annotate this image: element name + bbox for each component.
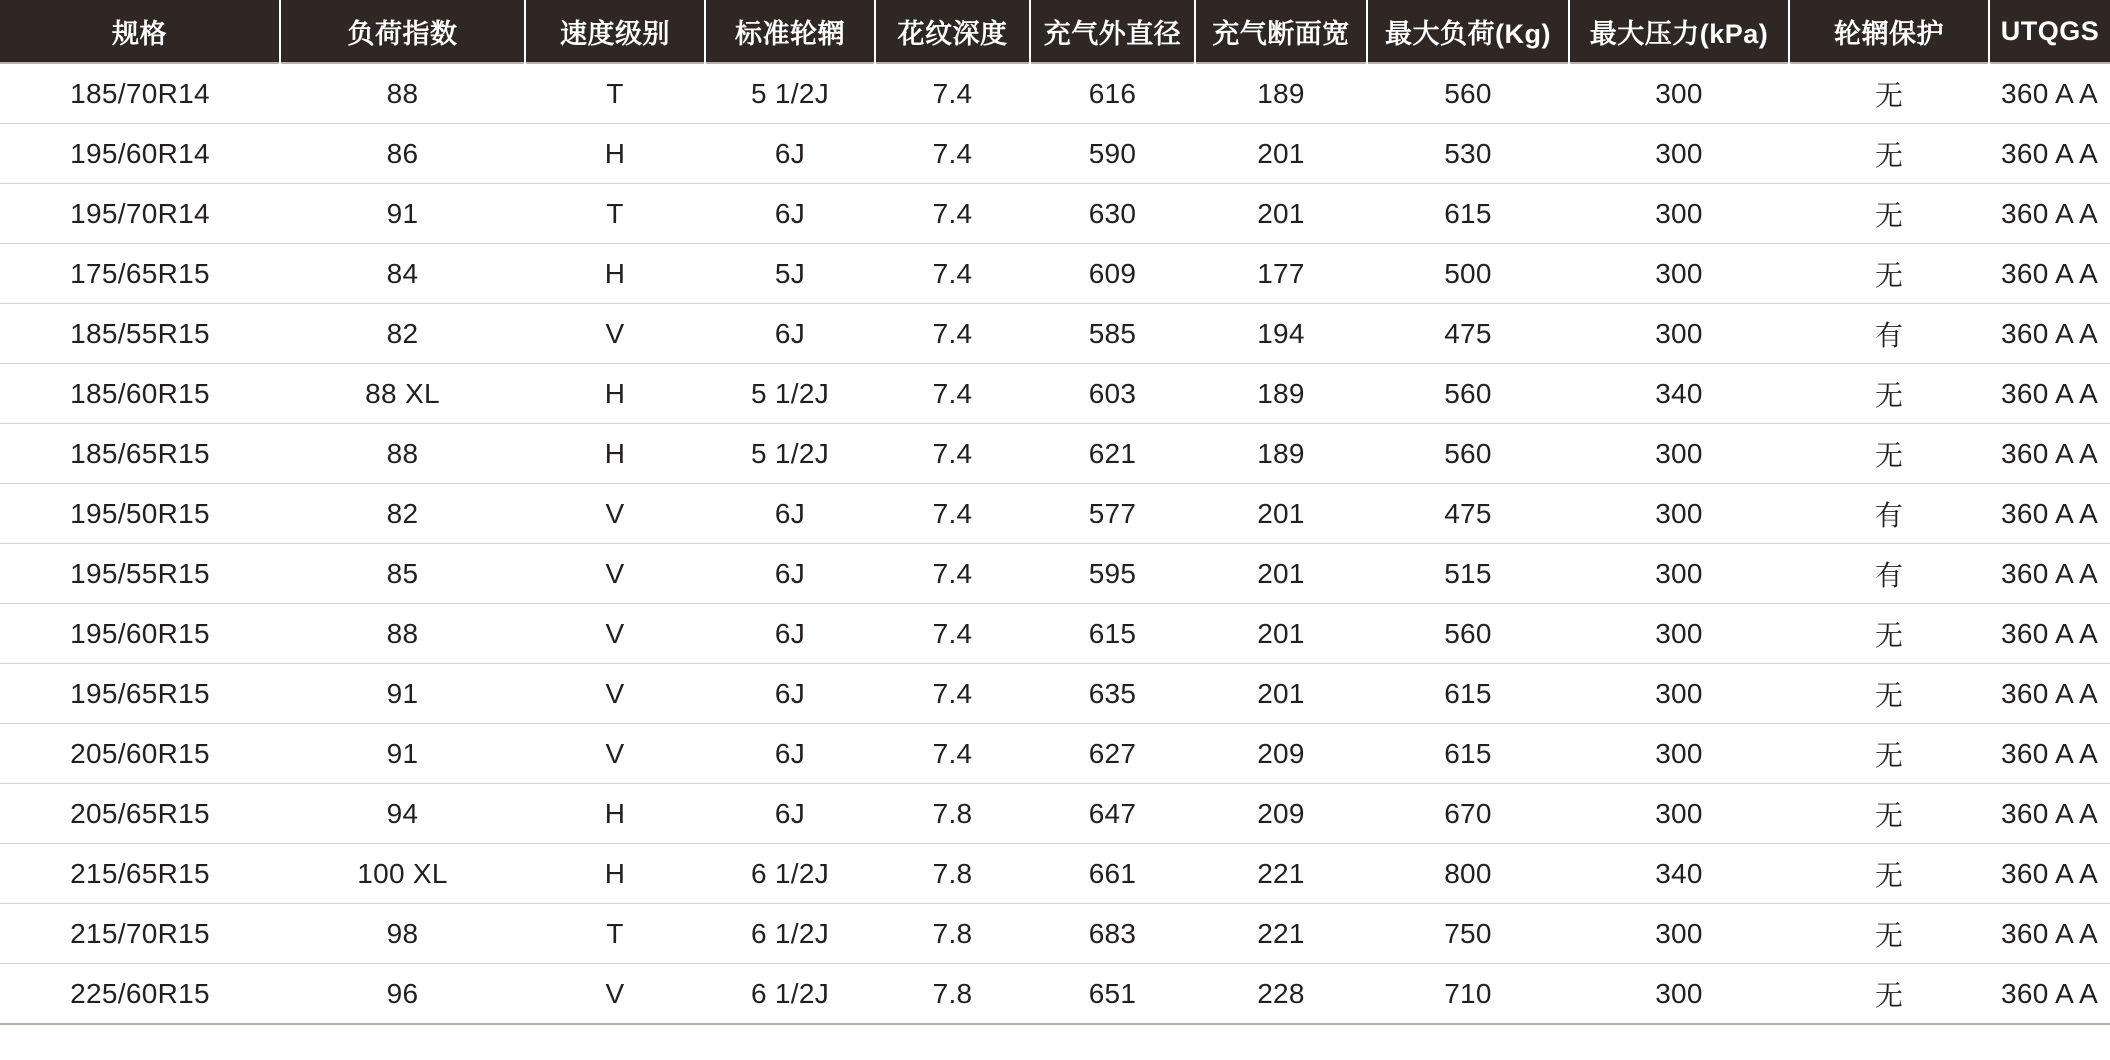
cell-rim-protector: 无	[1789, 63, 1989, 124]
cell-rim-protector: 无	[1789, 364, 1989, 424]
cell-utqgs: 360 A A	[1989, 184, 2110, 244]
cell-speed-rating: H	[525, 424, 705, 484]
cell-inflated-section-width: 201	[1195, 184, 1367, 244]
cell-speed-rating: H	[525, 124, 705, 184]
cell-tread-depth: 7.4	[875, 124, 1030, 184]
cell-utqgs: 360 A A	[1989, 664, 2110, 724]
cell-utqgs: 360 A A	[1989, 244, 2110, 304]
cell-tread-depth: 7.4	[875, 424, 1030, 484]
cell-inflated-section-width: 201	[1195, 544, 1367, 604]
cell-load-index: 84	[280, 244, 525, 304]
cell-load-index: 100 XL	[280, 844, 525, 904]
cell-inflated-diameter: 609	[1030, 244, 1195, 304]
cell-tread-depth: 7.4	[875, 604, 1030, 664]
cell-max-pressure: 300	[1569, 304, 1789, 364]
cell-rim-protector: 无	[1789, 724, 1989, 784]
cell-speed-rating: H	[525, 364, 705, 424]
cell-speed-rating: V	[525, 724, 705, 784]
cell-standard-rim: 5J	[705, 244, 875, 304]
cell-size: 185/65R15	[0, 424, 280, 484]
cell-size: 195/60R15	[0, 604, 280, 664]
table-row	[0, 544, 2110, 604]
cell-size: 175/65R15	[0, 244, 280, 304]
cell-rim-protector: 无	[1789, 844, 1989, 904]
cell-max-load: 615	[1367, 724, 1569, 784]
cell-max-pressure: 300	[1569, 964, 1789, 1025]
cell-max-pressure: 300	[1569, 484, 1789, 544]
cell-standard-rim: 6 1/2J	[705, 904, 875, 964]
cell-size: 195/65R15	[0, 664, 280, 724]
cell-speed-rating: H	[525, 784, 705, 844]
column-header-speed-rating: 速度级别	[525, 0, 705, 63]
cell-max-pressure: 300	[1569, 63, 1789, 124]
cell-inflated-diameter: 627	[1030, 724, 1195, 784]
table-row	[0, 484, 2110, 544]
cell-size: 225/60R15	[0, 964, 280, 1025]
cell-max-pressure: 300	[1569, 784, 1789, 844]
table-body	[0, 63, 2110, 1024]
cell-tread-depth: 7.8	[875, 964, 1030, 1025]
cell-load-index: 91	[280, 184, 525, 244]
cell-utqgs: 360 A A	[1989, 544, 2110, 604]
cell-inflated-diameter: 590	[1030, 124, 1195, 184]
cell-rim-protector: 无	[1789, 244, 1989, 304]
cell-inflated-section-width: 209	[1195, 784, 1367, 844]
cell-inflated-diameter: 577	[1030, 484, 1195, 544]
cell-standard-rim: 5 1/2J	[705, 364, 875, 424]
cell-inflated-diameter: 603	[1030, 364, 1195, 424]
cell-max-pressure: 300	[1569, 664, 1789, 724]
cell-max-load: 560	[1367, 424, 1569, 484]
cell-standard-rim: 6J	[705, 304, 875, 364]
cell-standard-rim: 6J	[705, 484, 875, 544]
cell-inflated-section-width: 201	[1195, 664, 1367, 724]
cell-max-load: 750	[1367, 904, 1569, 964]
cell-utqgs: 360 A A	[1989, 124, 2110, 184]
cell-load-index: 98	[280, 904, 525, 964]
table-row	[0, 724, 2110, 784]
cell-size: 215/70R15	[0, 904, 280, 964]
column-header-max-pressure: 最大压力(kPa)	[1569, 0, 1789, 63]
cell-load-index: 82	[280, 484, 525, 544]
cell-standard-rim: 6J	[705, 544, 875, 604]
cell-inflated-diameter: 647	[1030, 784, 1195, 844]
cell-rim-protector: 无	[1789, 124, 1989, 184]
table-row	[0, 604, 2110, 664]
cell-inflated-section-width: 221	[1195, 904, 1367, 964]
cell-utqgs: 360 A A	[1989, 724, 2110, 784]
cell-speed-rating: V	[525, 964, 705, 1025]
cell-size: 195/50R15	[0, 484, 280, 544]
cell-size: 185/70R14	[0, 63, 280, 124]
cell-max-pressure: 340	[1569, 844, 1789, 904]
column-header-standard-rim: 标准轮辋	[705, 0, 875, 63]
cell-utqgs: 360 A A	[1989, 604, 2110, 664]
cell-max-load: 475	[1367, 484, 1569, 544]
cell-inflated-section-width: 189	[1195, 364, 1367, 424]
cell-max-load: 670	[1367, 784, 1569, 844]
table-row	[0, 904, 2110, 964]
cell-standard-rim: 6J	[705, 604, 875, 664]
cell-standard-rim: 6J	[705, 124, 875, 184]
cell-rim-protector: 有	[1789, 484, 1989, 544]
table-row	[0, 784, 2110, 844]
cell-utqgs: 360 A A	[1989, 63, 2110, 124]
cell-tread-depth: 7.4	[875, 364, 1030, 424]
cell-max-load: 560	[1367, 604, 1569, 664]
cell-standard-rim: 5 1/2J	[705, 424, 875, 484]
table-row	[0, 424, 2110, 484]
cell-rim-protector: 无	[1789, 904, 1989, 964]
cell-inflated-section-width: 209	[1195, 724, 1367, 784]
cell-size: 215/65R15	[0, 844, 280, 904]
column-header-inflated-diameter: 充气外直径	[1030, 0, 1195, 63]
cell-tread-depth: 7.8	[875, 904, 1030, 964]
table-row	[0, 244, 2110, 304]
cell-tread-depth: 7.4	[875, 544, 1030, 604]
table-row	[0, 184, 2110, 244]
cell-standard-rim: 6J	[705, 664, 875, 724]
cell-tread-depth: 7.8	[875, 784, 1030, 844]
cell-max-load: 530	[1367, 124, 1569, 184]
cell-max-pressure: 300	[1569, 424, 1789, 484]
cell-max-pressure: 340	[1569, 364, 1789, 424]
cell-max-load: 560	[1367, 63, 1569, 124]
cell-load-index: 86	[280, 124, 525, 184]
cell-inflated-section-width: 201	[1195, 124, 1367, 184]
cell-inflated-section-width: 189	[1195, 63, 1367, 124]
table-row	[0, 964, 2110, 1025]
cell-inflated-section-width: 201	[1195, 484, 1367, 544]
cell-speed-rating: T	[525, 904, 705, 964]
cell-max-load: 475	[1367, 304, 1569, 364]
cell-tread-depth: 7.8	[875, 844, 1030, 904]
cell-load-index: 88	[280, 63, 525, 124]
cell-utqgs: 360 A A	[1989, 424, 2110, 484]
cell-max-pressure: 300	[1569, 184, 1789, 244]
cell-speed-rating: V	[525, 604, 705, 664]
cell-speed-rating: V	[525, 544, 705, 604]
cell-utqgs: 360 A A	[1989, 304, 2110, 364]
cell-rim-protector: 无	[1789, 664, 1989, 724]
cell-tread-depth: 7.4	[875, 244, 1030, 304]
column-header-load-index: 负荷指数	[280, 0, 525, 63]
cell-inflated-diameter: 635	[1030, 664, 1195, 724]
column-header-size: 规格	[0, 0, 280, 63]
cell-max-pressure: 300	[1569, 544, 1789, 604]
cell-load-index: 91	[280, 724, 525, 784]
column-header-max-load: 最大负荷(Kg)	[1367, 0, 1569, 63]
cell-size: 205/60R15	[0, 724, 280, 784]
cell-inflated-diameter: 621	[1030, 424, 1195, 484]
cell-max-pressure: 300	[1569, 244, 1789, 304]
table-row	[0, 844, 2110, 904]
cell-max-pressure: 300	[1569, 604, 1789, 664]
cell-speed-rating: H	[525, 244, 705, 304]
cell-inflated-diameter: 651	[1030, 964, 1195, 1025]
cell-size: 185/55R15	[0, 304, 280, 364]
cell-speed-rating: V	[525, 484, 705, 544]
column-header-rim-protector: 轮辋保护	[1789, 0, 1989, 63]
cell-load-index: 88	[280, 604, 525, 664]
table-header-row	[0, 0, 2110, 63]
cell-load-index: 88	[280, 424, 525, 484]
cell-load-index: 82	[280, 304, 525, 364]
cell-standard-rim: 6 1/2J	[705, 964, 875, 1025]
cell-standard-rim: 5 1/2J	[705, 63, 875, 124]
cell-rim-protector: 无	[1789, 424, 1989, 484]
cell-inflated-diameter: 683	[1030, 904, 1195, 964]
table-row	[0, 664, 2110, 724]
cell-utqgs: 360 A A	[1989, 484, 2110, 544]
cell-inflated-diameter: 615	[1030, 604, 1195, 664]
cell-load-index: 88 XL	[280, 364, 525, 424]
cell-tread-depth: 7.4	[875, 63, 1030, 124]
table-row	[0, 304, 2110, 364]
cell-load-index: 91	[280, 664, 525, 724]
cell-inflated-diameter: 595	[1030, 544, 1195, 604]
cell-standard-rim: 6J	[705, 784, 875, 844]
cell-speed-rating: V	[525, 664, 705, 724]
cell-max-pressure: 300	[1569, 724, 1789, 784]
cell-inflated-diameter: 585	[1030, 304, 1195, 364]
cell-load-index: 94	[280, 784, 525, 844]
cell-max-load: 515	[1367, 544, 1569, 604]
cell-utqgs: 360 A A	[1989, 784, 2110, 844]
cell-tread-depth: 7.4	[875, 664, 1030, 724]
cell-standard-rim: 6 1/2J	[705, 844, 875, 904]
cell-size: 205/65R15	[0, 784, 280, 844]
cell-max-load: 710	[1367, 964, 1569, 1025]
cell-speed-rating: V	[525, 304, 705, 364]
cell-speed-rating: T	[525, 63, 705, 124]
cell-size: 185/60R15	[0, 364, 280, 424]
cell-rim-protector: 有	[1789, 544, 1989, 604]
cell-load-index: 85	[280, 544, 525, 604]
cell-utqgs: 360 A A	[1989, 964, 2110, 1025]
cell-max-pressure: 300	[1569, 124, 1789, 184]
cell-size: 195/55R15	[0, 544, 280, 604]
cell-rim-protector: 无	[1789, 964, 1989, 1025]
cell-inflated-section-width: 221	[1195, 844, 1367, 904]
cell-inflated-section-width: 228	[1195, 964, 1367, 1025]
cell-tread-depth: 7.4	[875, 304, 1030, 364]
cell-max-load: 800	[1367, 844, 1569, 904]
cell-inflated-section-width: 177	[1195, 244, 1367, 304]
column-header-utqgs: UTQGS	[1989, 0, 2110, 63]
cell-standard-rim: 6J	[705, 724, 875, 784]
cell-max-load: 615	[1367, 664, 1569, 724]
cell-max-pressure: 300	[1569, 904, 1789, 964]
cell-speed-rating: H	[525, 844, 705, 904]
cell-speed-rating: T	[525, 184, 705, 244]
table-row	[0, 63, 2110, 124]
cell-tread-depth: 7.4	[875, 184, 1030, 244]
cell-inflated-section-width: 201	[1195, 604, 1367, 664]
cell-max-load: 615	[1367, 184, 1569, 244]
table-row	[0, 364, 2110, 424]
cell-standard-rim: 6J	[705, 184, 875, 244]
cell-inflated-section-width: 194	[1195, 304, 1367, 364]
cell-rim-protector: 无	[1789, 184, 1989, 244]
column-header-tread-depth: 花纹深度	[875, 0, 1030, 63]
cell-inflated-section-width: 189	[1195, 424, 1367, 484]
cell-rim-protector: 有	[1789, 304, 1989, 364]
cell-utqgs: 360 A A	[1989, 904, 2110, 964]
cell-max-load: 500	[1367, 244, 1569, 304]
cell-tread-depth: 7.4	[875, 484, 1030, 544]
cell-load-index: 96	[280, 964, 525, 1025]
table-header	[0, 0, 2110, 63]
cell-inflated-diameter: 630	[1030, 184, 1195, 244]
cell-max-load: 560	[1367, 364, 1569, 424]
cell-utqgs: 360 A A	[1989, 364, 2110, 424]
cell-inflated-diameter: 661	[1030, 844, 1195, 904]
cell-utqgs: 360 A A	[1989, 844, 2110, 904]
cell-size: 195/60R14	[0, 124, 280, 184]
cell-tread-depth: 7.4	[875, 724, 1030, 784]
cell-inflated-diameter: 616	[1030, 63, 1195, 124]
cell-rim-protector: 无	[1789, 604, 1989, 664]
cell-rim-protector: 无	[1789, 784, 1989, 844]
column-header-inflated-section-width: 充气断面宽	[1195, 0, 1367, 63]
table-row	[0, 124, 2110, 184]
cell-size: 195/70R14	[0, 184, 280, 244]
